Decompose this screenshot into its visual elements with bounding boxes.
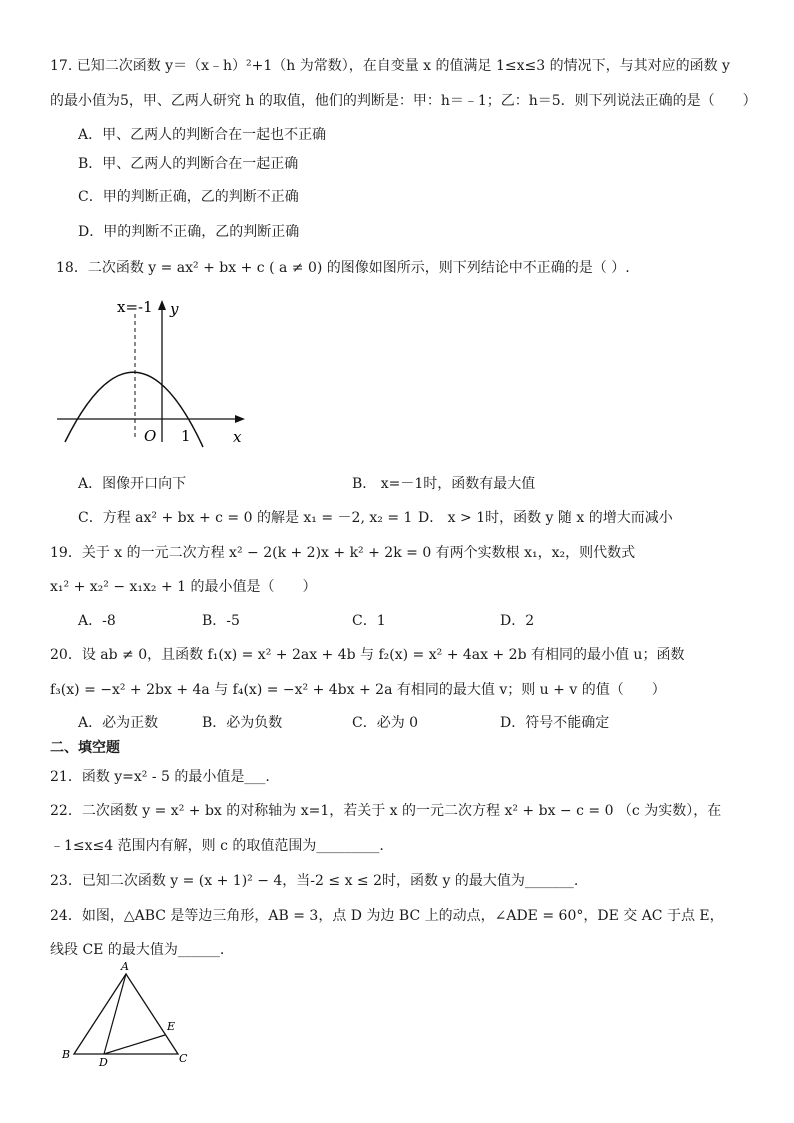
section-heading-fill-blank: 二、填空题 (50, 740, 120, 756)
q17-option-a: A．甲、乙两人的判断合在一起也不正确 (78, 127, 327, 143)
x-axis-arrow-icon (235, 415, 245, 423)
q20-option-a: A．必为正数 (78, 715, 159, 731)
q19-option-d: D．2 (500, 613, 535, 629)
point-b-label: B (62, 1048, 71, 1061)
q18-parabola-graph (55, 292, 255, 452)
point-d-label: D (99, 1056, 108, 1069)
q23-stem: 23．已知二次函数 y = (x + 1)² − 4，当-2 ≤ x ≤ 2时，函数 y 的最大值为_______. (50, 873, 579, 889)
q18-option-c: C．方程 ax² + bx + c = 0 的解是 x₁ = －2, x₂ = 1 (78, 510, 413, 526)
q19-stem-line2: x₁² + x₂² − x₁x₂ + 1 的最小值是（ ） (50, 579, 317, 595)
triangle-abc (74, 974, 178, 1054)
q17-option-b: B．甲、乙两人的判断合在一起正确 (78, 156, 299, 172)
q17-stem-line2: 的最小值为5，甲、乙两人研究 h 的取值，他们的判断是：甲：h＝﹣1；乙：h＝5．则下列说法正确的是（ ） (50, 93, 757, 109)
segment-ad (104, 974, 126, 1054)
q17-option-c: C．甲的判断正确，乙的判断不正确 (78, 189, 299, 205)
point-a-label: A (121, 960, 129, 973)
q18-stem: 18．二次函数 y = ax² + bx + c ( a ≠ 0) 的图像如图所示，则下列结论中不正确的是（ ）. (56, 260, 630, 276)
q17-stem-line1: 17. 已知二次函数 y＝（x﹣h）²+1（h 为常数），在自变量 x 的值满足 1≤x≤3 的情况下，与其对应的函数 y (50, 58, 730, 74)
q22-stem-line2: ﹣1≤x≤4 范围内有解，则 c 的取值范围为_________. (50, 838, 384, 854)
point-e-label: E (167, 1020, 176, 1033)
q21-stem: 21．函数 y=x² - 5 的最小值是___. (50, 769, 270, 785)
q18-option-b: B． x=－1时，函数有最大值 (352, 476, 536, 492)
q22-stem-line1: 22．二次函数 y = x² + bx 的对称轴为 x=1，若关于 x 的一元二次方程 x² + bx − c = 0 （c 为实数），在 (50, 803, 722, 819)
y-axis-arrow-icon (158, 300, 166, 310)
segment-de (104, 1035, 165, 1054)
q19-option-c: C．1 (352, 613, 386, 629)
symmetry-axis-label: x=-1 (117, 298, 153, 316)
q24-stem-line2: 线段 CE 的最大值为______. (50, 942, 225, 958)
q24-triangle-figure (58, 958, 198, 1070)
origin-label: O (144, 427, 157, 445)
q18-option-d: D． x > 1时，函数 y 随 x 的增大而减小 (418, 510, 673, 526)
q17-option-d: D．甲的判断不正确，乙的判断正确 (78, 224, 300, 240)
y-axis-label: y (170, 300, 179, 318)
q20-option-c: C．必为 0 (352, 715, 419, 731)
q19-option-a: A．-8 (78, 613, 116, 629)
q20-stem-line1: 20．设 ab ≠ 0，且函数 f₁(x) = x² + 2ax + 4b 与 f₂(x) = x² + 4ax + 2b 有相同的最小值 u；函数 (50, 647, 685, 663)
q20-option-b: B．必为负数 (202, 715, 283, 731)
q19-stem-line1: 19．关于 x 的一元二次方程 x² − 2(k + 2)x + k² + 2k = 0 有两个实数根 x₁，x₂，则代数式 (50, 545, 636, 561)
q18-option-a: A．图像开口向下 (78, 476, 187, 492)
q24-stem-line1: 24．如图，△ABC 是等边三角形，AB = 3，点 D 为边 BC 上的动点，∠ADE = 60°，DE 交 AC 于点 E， (50, 908, 724, 924)
q20-option-d: D．符号不能确定 (500, 715, 610, 731)
x-axis-label: x (233, 428, 242, 446)
q20-stem-line2: f₃(x) = −x² + 2bx + 4a 与 f₄(x) = −x² + 4bx + 2a 有相同的最大值 v；则 u + v 的值（ ） (50, 682, 666, 698)
point-c-label: C (179, 1052, 188, 1065)
tick-label-1: 1 (181, 427, 191, 445)
q19-option-b: B．-5 (202, 613, 240, 629)
